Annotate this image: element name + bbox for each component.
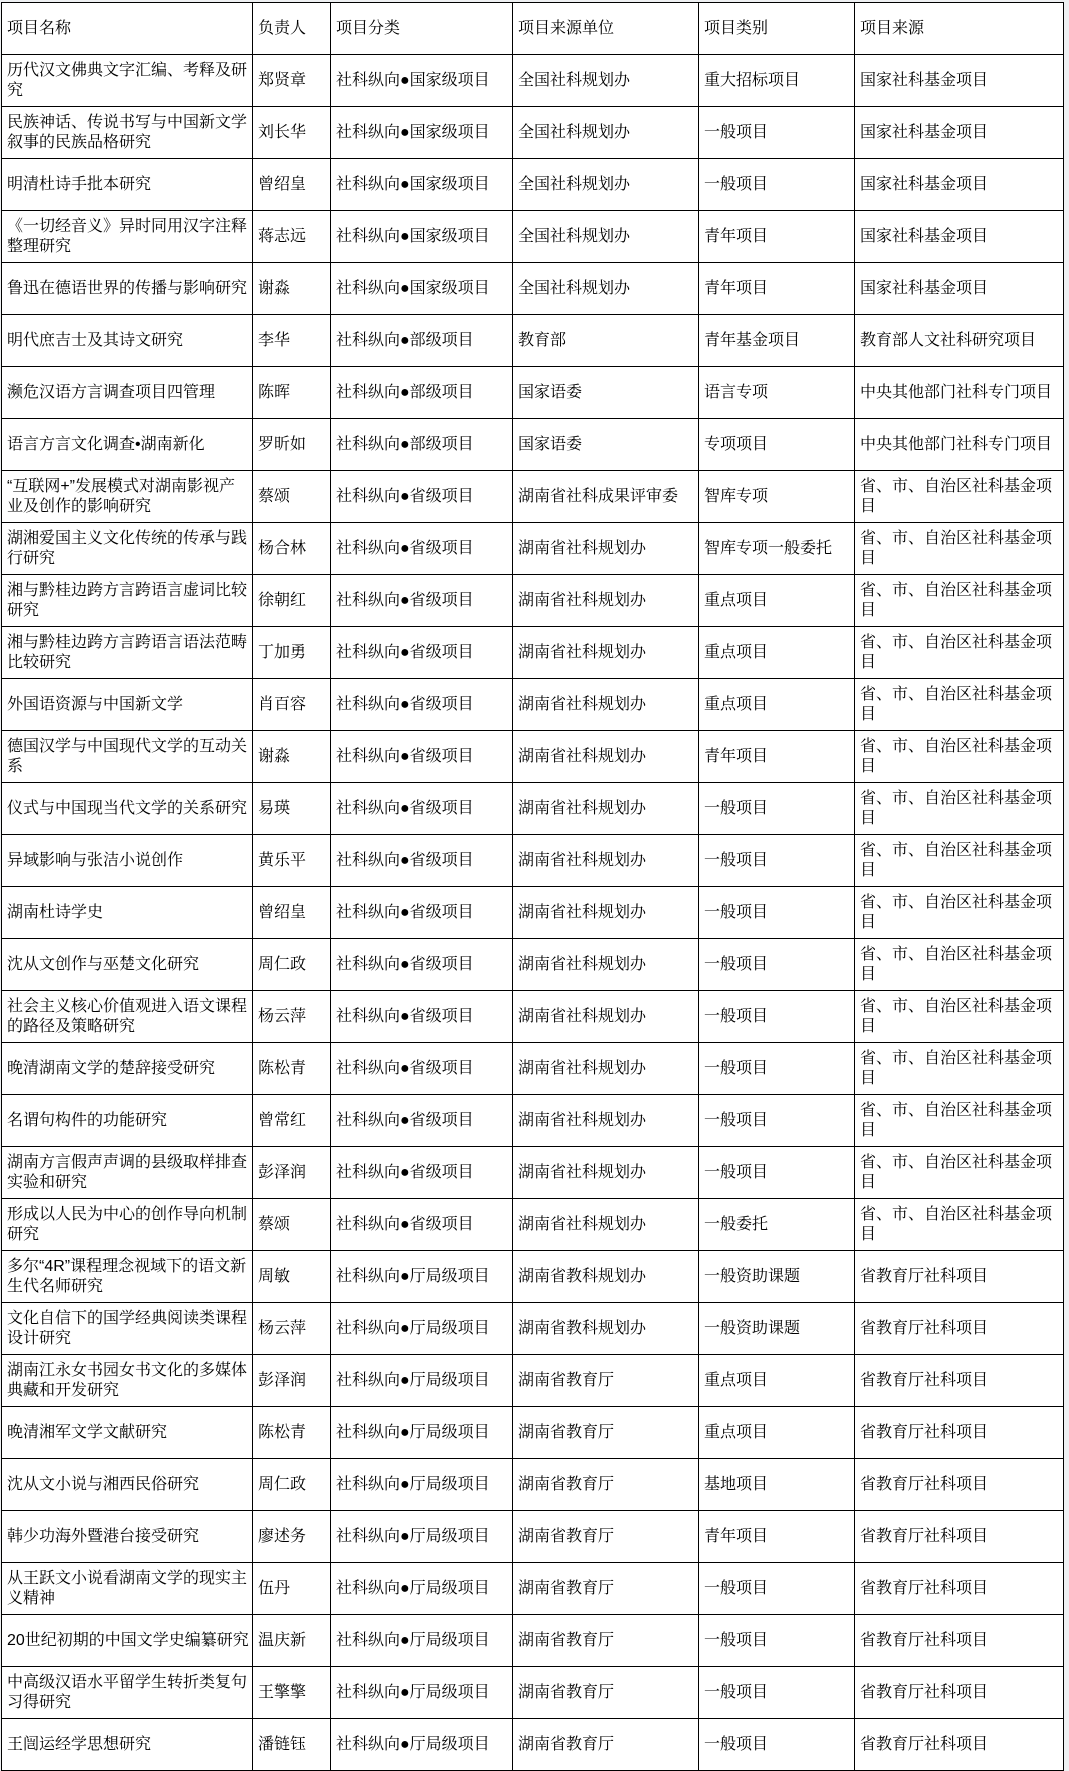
- cell: 彭泽润: [253, 1355, 331, 1407]
- cell: 社科纵向●省级项目: [331, 887, 513, 939]
- cell: 湖南省社科规划办: [513, 1147, 699, 1199]
- cell: 社科纵向●省级项目: [331, 731, 513, 783]
- column-header: 项目名称: [2, 3, 253, 55]
- cell: 明代庶吉士及其诗文研究: [2, 315, 253, 367]
- cell: 一般项目: [699, 1719, 855, 1771]
- cell: 一般项目: [699, 159, 855, 211]
- cell: 湖南省教育厅: [513, 1459, 699, 1511]
- cell: 杨合林: [253, 523, 331, 575]
- cell: 一般项目: [699, 1615, 855, 1667]
- cell: 国家社科基金项目: [855, 55, 1064, 107]
- cell: 社科纵向●省级项目: [331, 835, 513, 887]
- cell: 社科纵向●厅局级项目: [331, 1511, 513, 1563]
- cell: 一般资助课题: [699, 1251, 855, 1303]
- cell: 国家语委: [513, 419, 699, 471]
- cell: 全国社科规划办: [513, 55, 699, 107]
- table-row: [2, 263, 1064, 315]
- cell: 一般项目: [699, 107, 855, 159]
- cell: 社科纵向●厅局级项目: [331, 1615, 513, 1667]
- cell: 国家社科基金项目: [855, 159, 1064, 211]
- cell: 一般项目: [699, 887, 855, 939]
- table-row: [2, 1719, 1064, 1771]
- cell: 社科纵向●厅局级项目: [331, 1251, 513, 1303]
- column-header: 项目来源单位: [513, 3, 699, 55]
- cell: 国家语委: [513, 367, 699, 419]
- cell: 湖南杜诗学史: [2, 887, 253, 939]
- cell: 国家社科基金项目: [855, 263, 1064, 315]
- cell: 湖南省教育厅: [513, 1355, 699, 1407]
- cell: 省教育厅社科项目: [855, 1615, 1064, 1667]
- table-row: [2, 887, 1064, 939]
- cell: 湖南省教科规划办: [513, 1251, 699, 1303]
- cell: 社科纵向●国家级项目: [331, 211, 513, 263]
- cell: 省、市、自治区社科基金项目: [855, 1043, 1064, 1095]
- cell: 社科纵向●厅局级项目: [331, 1719, 513, 1771]
- cell: 社科纵向●省级项目: [331, 575, 513, 627]
- cell: 曾绍皇: [253, 887, 331, 939]
- cell: 社科纵向●国家级项目: [331, 55, 513, 107]
- cell: 异域影响与张洁小说创作: [2, 835, 253, 887]
- cell: 王闿运经学思想研究: [2, 1719, 253, 1771]
- cell: 国家社科基金项目: [855, 107, 1064, 159]
- cell: 社会主义核心价值观进入语文课程的路径及策略研究: [2, 991, 253, 1043]
- cell: 湖南省社科规划办: [513, 627, 699, 679]
- column-header: 项目来源: [855, 3, 1064, 55]
- cell: 王擎擎: [253, 1667, 331, 1719]
- projects-table-container: [1, 2, 1064, 1771]
- cell: 徐朝红: [253, 575, 331, 627]
- header-row: [2, 3, 1064, 55]
- table-row: [2, 107, 1064, 159]
- table-row: [2, 939, 1064, 991]
- cell: 全国社科规划办: [513, 263, 699, 315]
- cell: 一般委托: [699, 1199, 855, 1251]
- cell: 20世纪初期的中国文学史编纂研究: [2, 1615, 253, 1667]
- cell: 省、市、自治区社科基金项目: [855, 991, 1064, 1043]
- cell: 外国语资源与中国新文学: [2, 679, 253, 731]
- cell: 社科纵向●厅局级项目: [331, 1667, 513, 1719]
- cell: 谢淼: [253, 731, 331, 783]
- cell: 名谓句构件的功能研究: [2, 1095, 253, 1147]
- cell: 湘与黔桂边跨方言跨语言语法范畴比较研究: [2, 627, 253, 679]
- cell: 仪式与中国现当代文学的关系研究: [2, 783, 253, 835]
- table-row: [2, 471, 1064, 523]
- table-row: [2, 679, 1064, 731]
- cell: 湘与黔桂边跨方言跨语言虚词比较研究: [2, 575, 253, 627]
- table-row: [2, 1043, 1064, 1095]
- table-row: [2, 1615, 1064, 1667]
- cell: 社科纵向●省级项目: [331, 939, 513, 991]
- cell: 重点项目: [699, 679, 855, 731]
- cell: 湖南省社科规划办: [513, 1043, 699, 1095]
- cell: 省教育厅社科项目: [855, 1355, 1064, 1407]
- cell: 湖南省社科规划办: [513, 679, 699, 731]
- cell: 一般项目: [699, 991, 855, 1043]
- cell: 省、市、自治区社科基金项目: [855, 939, 1064, 991]
- cell: 社科纵向●厅局级项目: [331, 1407, 513, 1459]
- cell: 蔡颂: [253, 471, 331, 523]
- cell: 陈松青: [253, 1407, 331, 1459]
- column-header: 项目类别: [699, 3, 855, 55]
- cell: 中高级汉语水平留学生转折类复句习得研究: [2, 1667, 253, 1719]
- cell: 郑贤章: [253, 55, 331, 107]
- cell: 湖南江永女书园女书文化的多媒体典藏和开发研究: [2, 1355, 253, 1407]
- cell: 省、市、自治区社科基金项目: [855, 887, 1064, 939]
- cell: 智库专项一般委托: [699, 523, 855, 575]
- table-row: [2, 991, 1064, 1043]
- cell: 德国汉学与中国现代文学的互动关系: [2, 731, 253, 783]
- cell: 省、市、自治区社科基金项目: [855, 731, 1064, 783]
- table-row: [2, 1095, 1064, 1147]
- cell: 社科纵向●省级项目: [331, 1199, 513, 1251]
- cell: 重点项目: [699, 1407, 855, 1459]
- cell: 专项项目: [699, 419, 855, 471]
- cell: 中央其他部门社科专门项目: [855, 367, 1064, 419]
- cell: 青年项目: [699, 263, 855, 315]
- cell: 青年基金项目: [699, 315, 855, 367]
- cell: 晚清湘军文学文献研究: [2, 1407, 253, 1459]
- table-row: [2, 523, 1064, 575]
- cell: 省教育厅社科项目: [855, 1407, 1064, 1459]
- table-row: [2, 1147, 1064, 1199]
- table-row: [2, 55, 1064, 107]
- cell: 彭泽润: [253, 1147, 331, 1199]
- table-row: [2, 575, 1064, 627]
- cell: 全国社科规划办: [513, 211, 699, 263]
- cell: 省、市、自治区社科基金项目: [855, 523, 1064, 575]
- table-row: [2, 159, 1064, 211]
- cell: 重点项目: [699, 1355, 855, 1407]
- cell: 李华: [253, 315, 331, 367]
- cell: 湖南省教育厅: [513, 1667, 699, 1719]
- cell: 省教育厅社科项目: [855, 1303, 1064, 1355]
- cell: 省教育厅社科项目: [855, 1511, 1064, 1563]
- cell: 青年项目: [699, 731, 855, 783]
- cell: 湖南省教育厅: [513, 1719, 699, 1771]
- table-row: [2, 627, 1064, 679]
- cell: 一般项目: [699, 1563, 855, 1615]
- table-row: [2, 367, 1064, 419]
- cell: 社科纵向●省级项目: [331, 991, 513, 1043]
- cell: 社科纵向●国家级项目: [331, 159, 513, 211]
- cell: 省教育厅社科项目: [855, 1563, 1064, 1615]
- cell: 社科纵向●国家级项目: [331, 107, 513, 159]
- cell: 刘长华: [253, 107, 331, 159]
- cell: 温庆新: [253, 1615, 331, 1667]
- cell: 社科纵向●部级项目: [331, 367, 513, 419]
- cell: 丁加勇: [253, 627, 331, 679]
- cell: 全国社科规划办: [513, 159, 699, 211]
- cell: 周仁政: [253, 939, 331, 991]
- cell: 省、市、自治区社科基金项目: [855, 575, 1064, 627]
- cell: 沈从文创作与巫楚文化研究: [2, 939, 253, 991]
- cell: 教育部人文社科研究项目: [855, 315, 1064, 367]
- cell: 省、市、自治区社科基金项目: [855, 627, 1064, 679]
- cell: 青年项目: [699, 211, 855, 263]
- table-row: [2, 1563, 1064, 1615]
- cell: 湖南省社科规划办: [513, 1095, 699, 1147]
- cell: 语言专项: [699, 367, 855, 419]
- cell: 教育部: [513, 315, 699, 367]
- cell: 杨云萍: [253, 1303, 331, 1355]
- cell: 省、市、自治区社科基金项目: [855, 783, 1064, 835]
- table-row: [2, 1667, 1064, 1719]
- cell: 曾常红: [253, 1095, 331, 1147]
- cell: 曾绍皇: [253, 159, 331, 211]
- cell: 社科纵向●省级项目: [331, 1043, 513, 1095]
- cell: 明清杜诗手批本研究: [2, 159, 253, 211]
- table-row: [2, 783, 1064, 835]
- cell: 湖南省社科规划办: [513, 1199, 699, 1251]
- cell: 基地项目: [699, 1459, 855, 1511]
- table-row: [2, 1511, 1064, 1563]
- cell: 湖南省社科规划办: [513, 887, 699, 939]
- cell: 社科纵向●厅局级项目: [331, 1355, 513, 1407]
- cell: 全国社科规划办: [513, 107, 699, 159]
- cell: 一般项目: [699, 835, 855, 887]
- cell: 社科纵向●省级项目: [331, 471, 513, 523]
- table-row: [2, 419, 1064, 471]
- cell: 社科纵向●省级项目: [331, 523, 513, 575]
- cell: 民族神话、传说书写与中国新文学叙事的民族品格研究: [2, 107, 253, 159]
- cell: 湖南省社科规划办: [513, 835, 699, 887]
- cell: 陈松青: [253, 1043, 331, 1095]
- cell: 谢淼: [253, 263, 331, 315]
- cell: 一般项目: [699, 783, 855, 835]
- cell: 省教育厅社科项目: [855, 1667, 1064, 1719]
- cell: 语言方言文化调查•湖南新化: [2, 419, 253, 471]
- cell: 省、市、自治区社科基金项目: [855, 1147, 1064, 1199]
- table-row: [2, 211, 1064, 263]
- cell: 湖南省社科规划办: [513, 939, 699, 991]
- cell: 湖南省教育厅: [513, 1407, 699, 1459]
- cell: 湖南省教育厅: [513, 1511, 699, 1563]
- table-row: [2, 1251, 1064, 1303]
- cell: 韩少功海外暨港台接受研究: [2, 1511, 253, 1563]
- cell: 省、市、自治区社科基金项目: [855, 835, 1064, 887]
- table-row: [2, 731, 1064, 783]
- cell: 社科纵向●厅局级项目: [331, 1459, 513, 1511]
- table-row: [2, 1355, 1064, 1407]
- cell: 社科纵向●厅局级项目: [331, 1303, 513, 1355]
- cell: 陈晖: [253, 367, 331, 419]
- cell: 湖南省教育厅: [513, 1563, 699, 1615]
- table-row: [2, 835, 1064, 887]
- cell: 周仁政: [253, 1459, 331, 1511]
- cell: 省、市、自治区社科基金项目: [855, 679, 1064, 731]
- cell: 一般资助课题: [699, 1303, 855, 1355]
- cell: 伍丹: [253, 1563, 331, 1615]
- cell: 肖百容: [253, 679, 331, 731]
- cell: 易瑛: [253, 783, 331, 835]
- cell: 湖南方言假声声调的县级取样排查实验和研究: [2, 1147, 253, 1199]
- cell: 周敏: [253, 1251, 331, 1303]
- table-row: [2, 1303, 1064, 1355]
- cell: 湖南省教科规划办: [513, 1303, 699, 1355]
- cell: 国家社科基金项目: [855, 211, 1064, 263]
- cell: 湖南省社科规划办: [513, 575, 699, 627]
- cell: 青年项目: [699, 1511, 855, 1563]
- table-row: [2, 1199, 1064, 1251]
- cell: 中央其他部门社科专门项目: [855, 419, 1064, 471]
- cell: 文化自信下的国学经典阅读类课程设计研究: [2, 1303, 253, 1355]
- cell: 鲁迅在德语世界的传播与影响研究: [2, 263, 253, 315]
- table-body: [2, 55, 1064, 1771]
- cell: 一般项目: [699, 1667, 855, 1719]
- cell: 蒋志远: [253, 211, 331, 263]
- cell: 黄乐平: [253, 835, 331, 887]
- cell: 智库专项: [699, 471, 855, 523]
- cell: 社科纵向●省级项目: [331, 783, 513, 835]
- cell: 沈从文小说与湘西民俗研究: [2, 1459, 253, 1511]
- cell: 湖南省社科规划办: [513, 731, 699, 783]
- cell: 晚清湖南文学的楚辞接受研究: [2, 1043, 253, 1095]
- projects-table: [1, 2, 1064, 1771]
- cell: 濒危汉语方言调查项目四管理: [2, 367, 253, 419]
- cell: 社科纵向●省级项目: [331, 1095, 513, 1147]
- cell: 重大招标项目: [699, 55, 855, 107]
- cell: 省、市、自治区社科基金项目: [855, 1199, 1064, 1251]
- cell: 蔡颂: [253, 1199, 331, 1251]
- cell: 省教育厅社科项目: [855, 1719, 1064, 1771]
- cell: 社科纵向●部级项目: [331, 315, 513, 367]
- cell: 省教育厅社科项目: [855, 1459, 1064, 1511]
- cell: 形成以人民为中心的创作导向机制研究: [2, 1199, 253, 1251]
- table-row: [2, 315, 1064, 367]
- cell: 一般项目: [699, 1147, 855, 1199]
- cell: 多尔“4R”课程理念视域下的语文新生代名师研究: [2, 1251, 253, 1303]
- cell: 社科纵向●国家级项目: [331, 263, 513, 315]
- cell: 湖南省教育厅: [513, 1615, 699, 1667]
- cell: 湖南省社科规划办: [513, 523, 699, 575]
- cell: 杨云萍: [253, 991, 331, 1043]
- cell: 湖南省社科成果评审委: [513, 471, 699, 523]
- cell: 一般项目: [699, 939, 855, 991]
- cell: 湖湘爱国主义文化传统的传承与践行研究: [2, 523, 253, 575]
- column-header: 项目分类: [331, 3, 513, 55]
- cell: 省、市、自治区社科基金项目: [855, 471, 1064, 523]
- cell: 重点项目: [699, 575, 855, 627]
- cell: 从王跃文小说看湖南文学的现实主义精神: [2, 1563, 253, 1615]
- cell: 社科纵向●省级项目: [331, 679, 513, 731]
- cell: 社科纵向●厅局级项目: [331, 1563, 513, 1615]
- cell: 社科纵向●部级项目: [331, 419, 513, 471]
- cell: 省、市、自治区社科基金项目: [855, 1095, 1064, 1147]
- table-row: [2, 1459, 1064, 1511]
- cell: 社科纵向●省级项目: [331, 627, 513, 679]
- cell: 潘链钰: [253, 1719, 331, 1771]
- cell: 社科纵向●省级项目: [331, 1147, 513, 1199]
- cell: 湖南省社科规划办: [513, 783, 699, 835]
- cell: “互联网+”发展模式对湖南影视产业及创作的影响研究: [2, 471, 253, 523]
- cell: 一般项目: [699, 1043, 855, 1095]
- column-header: 负责人: [253, 3, 331, 55]
- cell: 省教育厅社科项目: [855, 1251, 1064, 1303]
- cell: 一般项目: [699, 1095, 855, 1147]
- table-row: [2, 1407, 1064, 1459]
- cell: 历代汉文佛典文字汇编、考释及研究: [2, 55, 253, 107]
- cell: 重点项目: [699, 627, 855, 679]
- cell: 《一切经音义》异时同用汉字注释整理研究: [2, 211, 253, 263]
- cell: 湖南省社科规划办: [513, 991, 699, 1043]
- cell: 罗昕如: [253, 419, 331, 471]
- cell: 廖述务: [253, 1511, 331, 1563]
